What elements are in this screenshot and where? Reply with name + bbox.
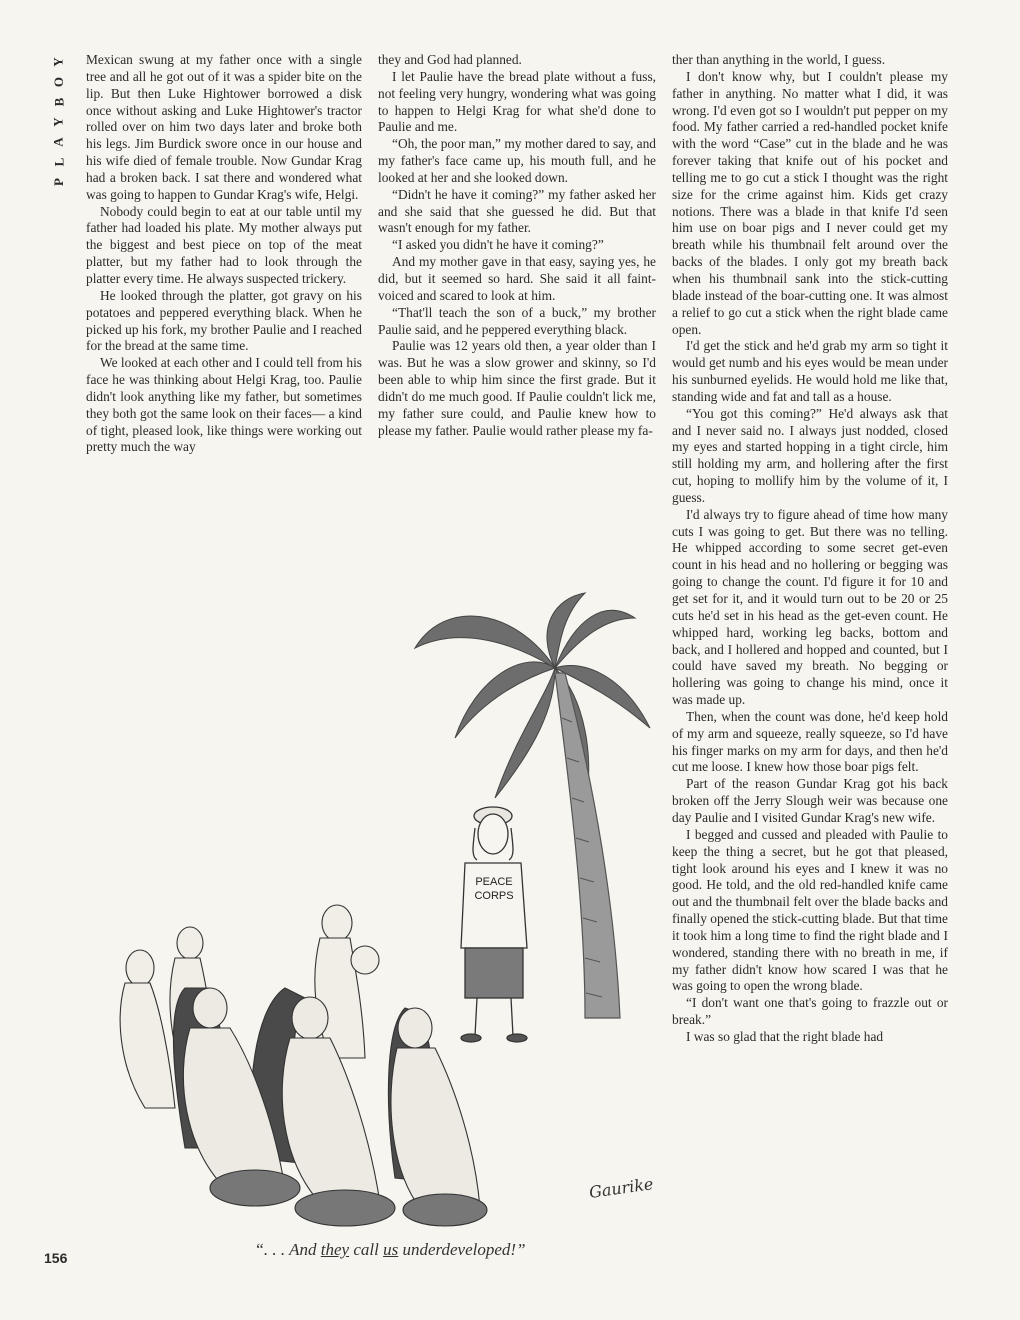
- magazine-brand-vertical: [48, 52, 70, 192]
- shirt-text: PEACE: [475, 876, 513, 888]
- paragraph: I'd get the stick and he'd grab my arm so tight it would get numb and his eyes would be mean under his sunburned eyelids. He would hold me like that, standing wide and fat and tall as a house.: [672, 338, 948, 404]
- paragraph: “I asked you didn't he have it coming?”: [392, 237, 604, 253]
- caption-part: underdeveloped!”: [398, 1240, 526, 1259]
- paragraph: “Oh, the poor man,” my mother dared to say, and my father's face came up, his mouth full, and he looked at her and she looked down.: [378, 136, 656, 185]
- caption-underlined-word: they: [320, 1240, 350, 1259]
- paragraph: And my mother gave in that easy, saying yes, he did, but it seemed so hard. She said it all faint-voiced and scared to look at him.: [378, 254, 656, 303]
- shirt-text: CORPS: [474, 890, 514, 902]
- text-column-1: [86, 52, 362, 456]
- paragraph: they and God had planned.: [378, 52, 522, 67]
- caption-part: “. . . And: [254, 1240, 321, 1259]
- peace-corps-volunteer: [461, 807, 527, 1042]
- paragraph: Paulie was 12 years old then, a year older than I was. But he was a slow grower and skinny, so I'd been able to whip him since the first grade. But it didn't do me much good. If Paulie couldn't lick me, my father sure could, and Paulie knew how to please my father. Paulie would rather please my fa-: [378, 338, 656, 438]
- brand-letter: B: [50, 97, 66, 107]
- paragraph: Part of the reason Gundar Krag got his back broken off the Jerry Slough weir was because one day Paulie and I visited Gundar Krag's new wife.: [672, 776, 948, 825]
- brand-letter: P: [50, 178, 66, 186]
- paragraph: I don't know why, but I couldn't please my father in anything. No matter what I did, it was wrong. I'd even got so I wouldn't put pepper on my food. My father carried a red-handled pocket knife with the word “Case” cut in the blade and he was forever taking that knife out of his pocket and telling me to go cut a stick I thought was the right size for the crime against him. Kids get crazy notions. There was a blade in that knife I'd seen him use on boar pigs and I never could get my breath while his thumbnail felt around over the backs of the blades. I only got my breath back when his thumbnail sank into the stick-cutting blade instead of the boar-cutting one. It was almost a relief to go cut a stick when the right blade came open.: [672, 68, 948, 337]
- brand-letter: A: [50, 137, 66, 147]
- paragraph: Then, when the count was done, he'd keep hold of my arm and squeeze, really squeeze, so I'd have his finger marks on my arm for days, and then he'd cut me loose. I knew how those boar pigs felt.: [672, 708, 948, 775]
- caption-underlined-word: us: [383, 1240, 399, 1259]
- cartoon-caption: [150, 1240, 630, 1260]
- paragraph: We looked at each other and I could tell from his face he was thinking about Helgi Krag, too. Paulie didn't look anything like my father, but sometimes they both got the same look on their faces— a kind of tight, pleased look, like things were working out pretty much the way: [86, 355, 362, 455]
- palm-trunk: [555, 673, 620, 1018]
- paragraph: I begged and cussed and pleaded with Paulie to keep the thing a secret, but he got that pleased, tight look around his eyes and I knew it was no good. He told, and the old red-handled knife came out and the thumbnail felt over the blade backs and finally opened the stick-cutting blade. But that time it took him a long time to find the right blade and I wondered, standing there with no breath in me, if my father didn't know how scared I was that he was going to open the wrong blade.: [672, 826, 948, 994]
- paragraph: “Didn't he have it coming?” my father asked her and she said that she guessed he did. But that wasn't enough for my father.: [378, 186, 656, 236]
- text-column-3: [672, 52, 948, 1046]
- caption-part: call: [349, 1240, 384, 1259]
- brand-letter: Y: [50, 117, 66, 127]
- seated-women-group: [120, 905, 487, 1226]
- paragraph: I was so glad that the right blade had: [686, 1028, 884, 1044]
- brand-letter: L: [50, 157, 66, 167]
- brand-letter: Y: [50, 57, 66, 67]
- paragraph: “I don't want one that's going to frazzle out or break.”: [672, 995, 948, 1028]
- paragraph: He looked through the platter, got gravy on his potatoes and peppered everything black. When he picked up his fork, my brother Paulie and I reached for the bread at the same time.: [86, 287, 362, 354]
- page-number: 156: [44, 1250, 68, 1266]
- brand-letter: O: [51, 76, 66, 88]
- paragraph: Nobody could begin to eat at our table until my father had loaded his plate. My mother always put the biggest and best piece on top of the meat platter, but my father had to look through the platter every time. He always suspected trickery.: [86, 203, 362, 286]
- artist-signature: Gaurike: [587, 1174, 655, 1202]
- paragraph: “You got this coming?” He'd always ask that and I never said no. I always just nodded, closed my eyes and started hopping in a tight circle, him still holding my arm, and hollering after the first cut, hoping to mollify him by the volume of it, I guess.: [672, 405, 948, 505]
- paragraph: ther than anything in the world, I guess.: [672, 52, 886, 67]
- palm-fronds: [415, 593, 650, 808]
- paragraph: I let Paulie have the bread plate without a fuss, not feeling very hungry, wondering what was going to happen to Helgi Krag for what she'd done to Paulie and me.: [378, 68, 656, 135]
- text-column-2: [378, 52, 656, 439]
- paragraph: I'd always try to figure ahead of time how many cuts I was going to get. But there was no telling. He whipped according to some secret get-even count in his head and no hollering or begging was going to change the count. I'd figure it for 10 and get set for it, and it would turn out to be 20 or 25 cuts he'd set in his head as the get-even count. He whipped hard, working leg backs, bottom and back, and I hollered and hopped and counted, but I could have saved my breath. No begging or hollering was going to change his mind, once it was made up.: [672, 506, 948, 708]
- cartoon-illustration: [115, 588, 660, 1238]
- paragraph: Mexican swung at my father once with a single tree and all he got out of it was a spider bite on the lip. But then Luke Hightower borrowed a disk once without asking and Luke Hightower's tractor rolled over on him two days later and broke both his legs. Jim Burdick swore once in our house and his wife died of female trouble. Now Gundar Krag had a broken back. I sat there and wondered what was going to happen to Gundar Krag's wife, Helgi.: [86, 52, 362, 202]
- paragraph: “That'll teach the son of a buck,” my brother Paulie said, and he peppered everything black.: [378, 304, 656, 337]
